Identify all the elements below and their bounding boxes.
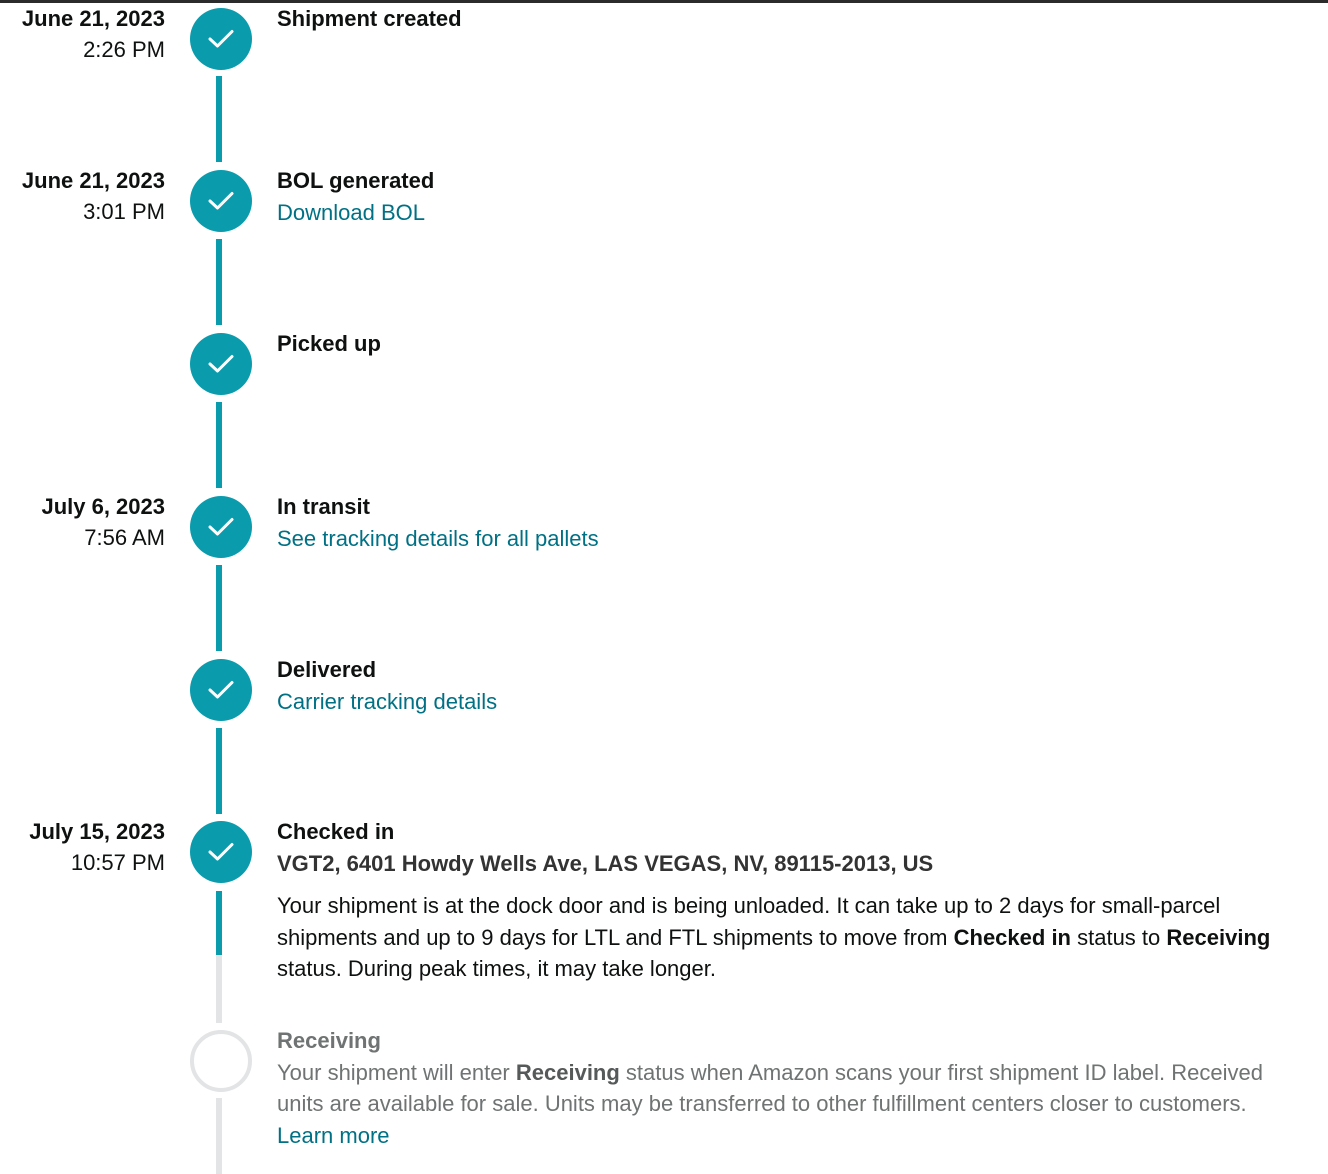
step-pending-indicator: [190, 1030, 252, 1092]
timeline-connector: [216, 402, 222, 488]
step-title: BOL generated: [277, 168, 435, 193]
step-timestamp: [22, 3, 165, 65]
step-time: 2:26 PM: [83, 37, 165, 62]
step-title: Delivered: [277, 657, 377, 682]
step-complete-indicator: [190, 821, 252, 883]
step-timestamp: [41, 491, 165, 553]
step-complete-indicator: [190, 8, 252, 70]
check-icon: [208, 842, 234, 862]
step-time: 3:01 PM: [83, 199, 165, 224]
step-title: Shipment created: [277, 6, 462, 31]
timeline-connector-progress: [216, 891, 222, 955]
check-icon: [208, 191, 234, 211]
timeline-connector-remaining: [216, 1098, 222, 1174]
timeline-connector: [216, 76, 222, 162]
step-date: June 21, 2023: [21, 6, 165, 31]
step-title: In transit: [277, 494, 370, 519]
check-icon: [208, 680, 234, 700]
step-title: Picked up: [277, 331, 381, 356]
check-icon: [208, 29, 234, 49]
step-time: 10:57 PM: [70, 850, 165, 875]
check-icon: [208, 354, 234, 374]
receiving-description: Your shipment will enter Receiving status when Amazon scans your first shipment ID label. Received units are available for sale. Units may be transferred to other fulfillment centers closer to customers. Learn more: [277, 1059, 1264, 1148]
timeline-connector-remaining: [216, 955, 222, 1023]
step-date: July 15, 2023: [29, 819, 165, 844]
timeline-connector: [216, 728, 222, 814]
step-complete-indicator: [190, 496, 252, 558]
learn-more-link[interactable]: Learn more: [277, 1122, 390, 1148]
step-date: June 21, 2023: [21, 168, 165, 193]
checked-in-description: Your shipment is at the dock door and is being unloaded. It can take up to 2 days for small-parcel shipments and up to 9 days for LTL and FTL shipments to move from Checked in status to Receiving status. During peak times, it may take longer.: [277, 893, 1271, 981]
step-timestamp: [22, 165, 165, 227]
step-title: Receiving: [277, 1028, 381, 1053]
step-complete-indicator: [190, 659, 252, 721]
download-bol-link[interactable]: Download BOL: [277, 199, 425, 225]
step-timestamp: [29, 816, 165, 878]
step-title: Checked in: [277, 819, 395, 844]
step-date: July 6, 2023: [41, 494, 165, 519]
carrier-tracking-link[interactable]: Carrier tracking details: [277, 688, 498, 714]
timeline-connector: [216, 565, 222, 651]
step-complete-indicator: [190, 333, 252, 395]
timeline-connector: [216, 239, 222, 325]
step-time: 7:56 AM: [84, 525, 165, 550]
pallet-tracking-link[interactable]: See tracking details for all pallets: [277, 525, 599, 551]
check-icon: [208, 517, 234, 537]
step-complete-indicator: [190, 170, 252, 232]
fulfillment-center-address: VGT2, 6401 Howdy Wells Ave, LAS VEGAS, NV, 89115-2013, US: [277, 850, 934, 876]
